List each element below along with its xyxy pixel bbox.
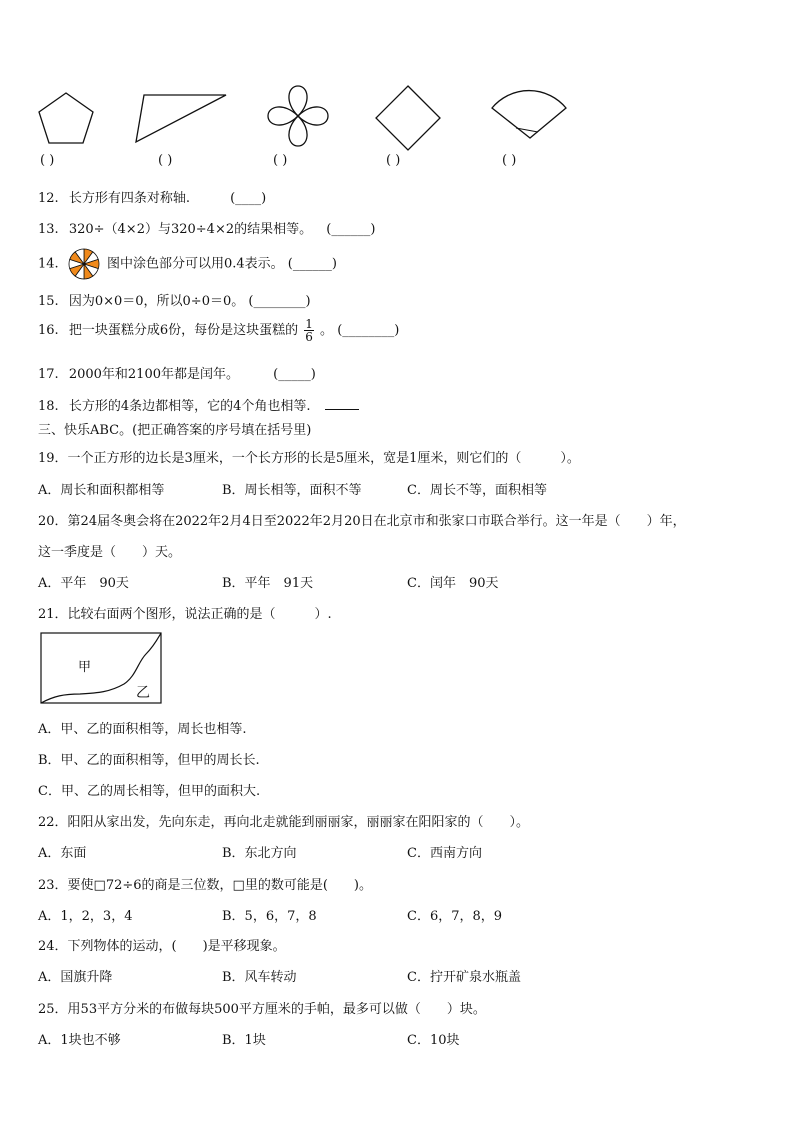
question-15 — [38, 290, 311, 309]
option-b[interactable]: B．风车转动 — [222, 970, 297, 985]
option-a[interactable]: A．甲、乙的面积相等，周长也相等. — [38, 722, 247, 737]
answer-blank[interactable]: (______) — [287, 256, 337, 272]
option-c[interactable]: C．西南方向 — [407, 846, 482, 861]
question-21: 21．比较右面两个图形，说法正确的是（ ）. — [38, 607, 332, 622]
question-text: 2000年和2100年都是闰年。 — [68, 367, 239, 382]
question-18 — [38, 395, 359, 414]
question-number: 13. — [38, 222, 59, 237]
answer-blank[interactable]: (______) — [326, 222, 376, 237]
shaded-pie-icon — [67, 247, 101, 281]
fraction-denominator: 6 — [305, 330, 313, 344]
option-a[interactable]: A．周长和面积都相等 — [38, 483, 165, 498]
answer-blank[interactable] — [325, 397, 359, 410]
option-a[interactable]: A．1，2，3，4 — [38, 909, 133, 924]
question-text: 长方形有四条对称轴. — [68, 191, 190, 206]
region-label-yi: 乙 — [136, 685, 150, 701]
question-25: 25．用53平方分米的布做每块500平方厘米的手帕，最多可以做（ ）块。 — [38, 1002, 486, 1017]
option-b[interactable]: B．1块 — [222, 1033, 266, 1048]
question-20-line-2: 这一季度是（ ）天。 — [38, 545, 182, 560]
section-title: 三、快乐ABC。(把正确答案的序号填在括号里) — [38, 423, 312, 438]
answer-blank[interactable]: (____) — [230, 191, 267, 206]
shape-answer-paren-2[interactable]: ( ) — [158, 153, 173, 168]
question-text-tail: 。 — [320, 323, 334, 338]
question-number: 18. — [38, 399, 59, 414]
pentagon-icon — [36, 90, 96, 146]
answer-blank[interactable]: (________) — [337, 323, 400, 338]
triangle-icon — [134, 92, 228, 144]
fraction-one-sixth — [304, 318, 314, 343]
option-a[interactable]: A．1块也不够 — [38, 1033, 121, 1048]
option-c[interactable]: C．拧开矿泉水瓶盖 — [407, 970, 521, 985]
option-b[interactable]: B．甲、乙的面积相等，但甲的周长长. — [38, 753, 260, 768]
question-19: 19．一个正方形的边长是3厘米，一个长方形的长是5厘米，宽是1厘米，则它们的（ ）。 — [38, 451, 580, 466]
question-20-line-1: 20．第24届冬奥会将在2022年2月4日至2022年2月20日在北京市和张家口市联合举行。这一年是（ ）年， — [38, 514, 686, 529]
option-a[interactable]: A．东面 — [38, 846, 87, 861]
question-14 — [38, 247, 337, 281]
option-a[interactable]: A．国旗升降 — [38, 970, 113, 985]
question-text: 因为0×0＝0，所以0÷0＝0。 — [68, 294, 245, 309]
shape-answer-paren-1[interactable]: ( ) — [40, 153, 55, 168]
option-c[interactable]: C．甲、乙的周长相等，但甲的面积大. — [38, 784, 261, 799]
question-13 — [38, 218, 375, 237]
option-c[interactable]: C．闰年 90天 — [407, 576, 499, 591]
shape-answer-paren-3[interactable]: ( ) — [273, 153, 288, 168]
option-c[interactable]: C．6，7，8，9 — [407, 909, 503, 924]
question-22: 22．阳阳从家出发，先向东走，再向北走就能到丽丽家，丽丽家在阳阳家的（ ）。 — [38, 815, 530, 830]
answer-blank[interactable]: (________) — [248, 294, 311, 309]
option-a[interactable]: A．平年 90天 — [38, 576, 129, 591]
region-label-jia: 甲 — [78, 660, 92, 675]
question-16 — [38, 318, 399, 343]
comparison-figure — [40, 632, 162, 704]
answer-blank[interactable]: (_____) — [273, 367, 316, 382]
four-leaf-icon — [266, 84, 330, 148]
question-number: 12. — [38, 191, 59, 206]
question-number: 15. — [38, 294, 59, 309]
question-17 — [38, 363, 316, 382]
question-24: 24．下列物体的运动，( )是平移现象。 — [38, 939, 286, 954]
shape-answer-paren-4[interactable]: ( ) — [386, 153, 401, 168]
square-diamond-icon — [374, 84, 442, 152]
option-b[interactable]: B．5，6，7，8 — [222, 909, 317, 924]
fraction-numerator: 1 — [305, 317, 313, 331]
question-23: 23．要使□72÷6的商是三位数，□里的数可能是( )。 — [38, 878, 372, 893]
question-number: 17. — [38, 367, 59, 382]
question-text: 320÷（4×2）与320÷4×2的结果相等。 — [68, 222, 313, 237]
question-text: 长方形的4条边都相等，它的4个角也相等. — [68, 399, 311, 414]
option-c[interactable]: C．10块 — [407, 1033, 460, 1048]
question-number: 16. — [38, 323, 59, 338]
option-b[interactable]: B．平年 91天 — [222, 576, 314, 591]
sector-fan-icon — [490, 88, 568, 144]
question-12 — [38, 187, 266, 206]
shape-answer-paren-5[interactable]: ( ) — [502, 153, 517, 168]
option-c[interactable]: C．周长不等，面积相等 — [407, 483, 547, 498]
question-text: 图中涂色部分可以用0.4表示。 — [106, 256, 284, 272]
question-number: 14. — [38, 256, 59, 272]
option-b[interactable]: B．东北方向 — [222, 846, 297, 861]
question-text: 把一块蛋糕分成6份，每份是这块蛋糕的 — [68, 323, 299, 338]
option-b[interactable]: B．周长相等，面积不等 — [222, 483, 362, 498]
